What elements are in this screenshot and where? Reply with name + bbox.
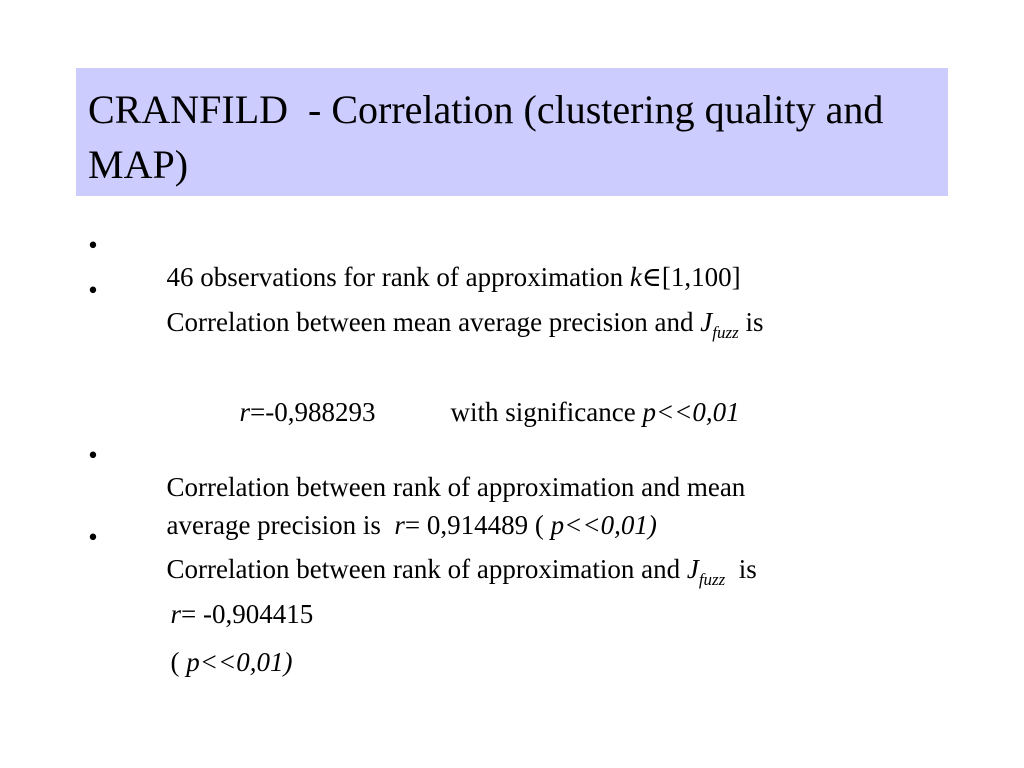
- bullet-text: 46 observations for rank of approximation: [166, 262, 630, 292]
- bullet-marker: •: [88, 440, 98, 470]
- p-value: p<<0,01): [550, 510, 657, 540]
- j-symbol: J: [700, 307, 713, 337]
- with-significance-label: with significance: [450, 397, 643, 427]
- element-of-symbol: ∈: [641, 262, 662, 292]
- r-value: = 0,914489 (: [404, 510, 551, 540]
- k-symbol: k: [629, 262, 642, 292]
- is-text: is: [725, 554, 757, 584]
- is-text: is: [738, 307, 764, 337]
- bullet-marker: •: [88, 522, 98, 552]
- title-box: [76, 68, 948, 196]
- r-symbol: r: [170, 599, 182, 629]
- bullet-text: Correlation between mean average precision and: [166, 307, 701, 337]
- bullet-text: average precision is: [166, 510, 395, 540]
- rank-jfuzz-p-value: [130, 614, 292, 710]
- bullet-marker: •: [88, 275, 98, 305]
- slide-title: CRANFILD - Correlation (clustering quality and MAP): [88, 87, 904, 187]
- fuzz-subscript: fuzz: [698, 570, 726, 589]
- bullet-text: Correlation between rank of approximation and: [166, 554, 687, 584]
- bullet-text: Correlation between rank of approximation and mean: [166, 472, 746, 502]
- r-symbol: r: [239, 397, 251, 427]
- bullet-marker: •: [88, 230, 98, 260]
- bullet-map-correlation: [126, 274, 763, 374]
- r-value: =-0,988293: [250, 397, 376, 427]
- paren-text: (: [170, 647, 187, 677]
- range-text: [1,100]: [661, 262, 741, 292]
- j-symbol: J: [686, 554, 699, 584]
- r-value: = -0,904415: [181, 599, 314, 629]
- r-symbol: r: [394, 510, 405, 540]
- p-value: p<<0,01: [642, 397, 740, 427]
- fuzz-subscript: fuzz: [712, 323, 739, 342]
- p-value: p<<0,01): [186, 647, 293, 677]
